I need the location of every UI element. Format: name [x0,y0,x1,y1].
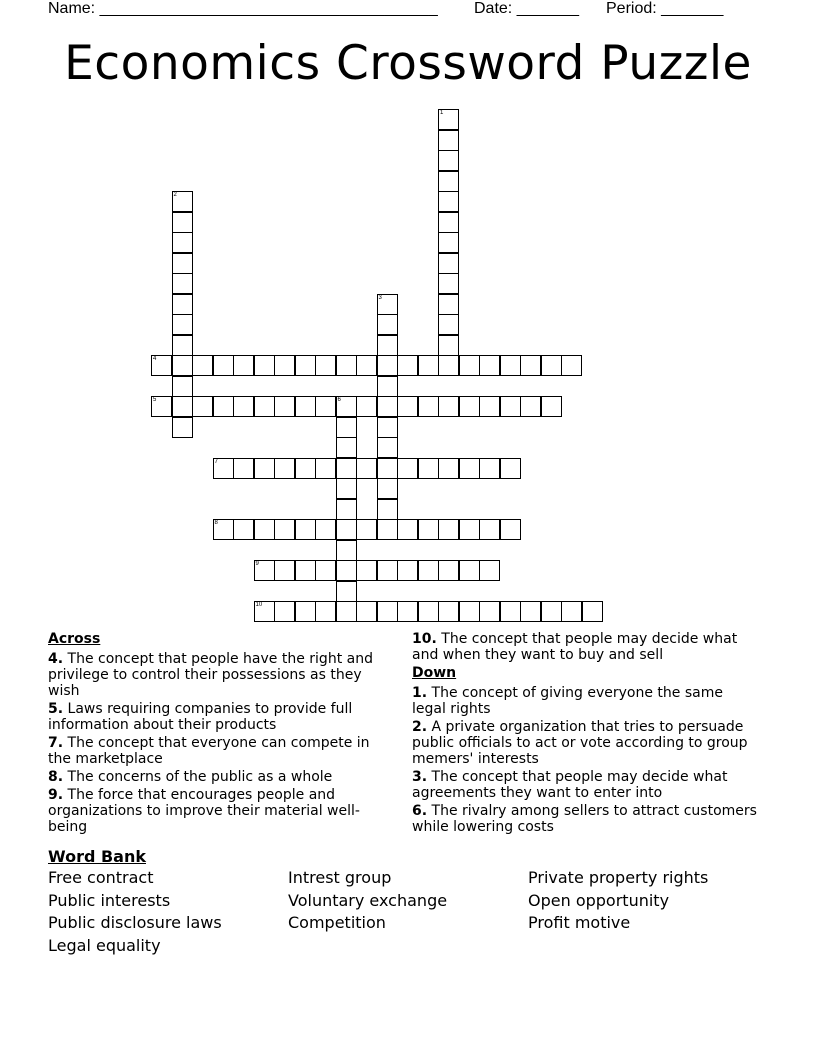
crossword-cell[interactable] [315,396,336,417]
crossword-cell[interactable] [336,499,357,520]
clue-text: The concept of giving everyone the same legal rights [412,685,723,717]
crossword-cell[interactable] [418,519,439,540]
crossword-cell[interactable] [295,458,316,479]
clue-number: 7 [214,458,218,465]
clue-number: 9 [255,561,259,567]
crossword-cell[interactable] [233,396,254,417]
word-bank-item: Intrest group [288,868,392,887]
crossword-cell[interactable] [500,601,521,622]
word-bank-item: Legal equality [48,936,161,956]
across-clue [48,701,393,733]
across-heading: Across [48,631,101,647]
crossword-cell[interactable] [418,601,439,622]
clue-number-label: 10. [412,631,437,647]
crossword-cell[interactable] [172,232,193,253]
crossword-cell[interactable] [397,458,418,479]
crossword-cell[interactable] [213,355,234,376]
crossword-cell[interactable] [520,396,541,417]
crossword-cell[interactable] [356,519,377,540]
crossword-cell[interactable] [233,458,254,479]
down-heading: Down [412,665,457,681]
crossword-cell[interactable] [438,109,459,130]
period-field-label: Period: _______ [606,0,724,17]
crossword-cell[interactable] [336,478,357,499]
word-bank-item: Profit motive [528,913,631,933]
crossword-cell[interactable] [459,396,480,417]
crossword-cell[interactable] [336,581,357,602]
crossword-cell[interactable] [356,601,377,622]
word-bank-heading: Word Bank [48,847,147,866]
crossword-cell[interactable] [438,171,459,192]
clue-text: The concept that people have the right and privilege to control their possessions as they wish [48,651,373,699]
crossword-cell[interactable] [356,458,377,479]
crossword-cell[interactable] [459,560,480,581]
crossword-cell[interactable] [438,232,459,253]
crossword-cell[interactable] [561,601,582,622]
clue-text: Laws requiring companies to provide full information about their products [48,701,353,733]
crossword-cell[interactable] [459,601,480,622]
crossword-cell[interactable] [500,458,521,479]
right-clue-column [412,631,757,837]
crossword-cell[interactable] [377,560,398,581]
crossword-cell[interactable] [438,294,459,315]
crossword-cell[interactable] [377,519,398,540]
crossword-cell[interactable] [315,355,336,376]
crossword-cell[interactable] [336,540,357,561]
crossword-cell[interactable] [541,355,562,376]
crossword-cell[interactable] [172,212,193,233]
crossword-cell[interactable] [438,273,459,294]
crossword-cell[interactable] [336,437,357,458]
crossword-cell[interactable] [438,560,459,581]
crossword-cell[interactable] [479,396,500,417]
crossword-cell[interactable] [295,519,316,540]
down-clue [412,719,757,767]
crossword-cell[interactable] [336,560,357,581]
crossword-cell[interactable] [172,191,193,212]
crossword-cell[interactable] [274,560,295,581]
crossword-cell[interactable] [315,519,336,540]
clue-text: A private organization that tries to persuade public officials to act or vote according to group memers' interests [412,719,748,767]
crossword-cell[interactable] [274,396,295,417]
crossword-cell[interactable] [479,560,500,581]
crossword-cell[interactable] [377,314,398,335]
crossword-cell[interactable] [336,355,357,376]
crossword-cell[interactable] [172,314,193,335]
crossword-cell[interactable] [315,458,336,479]
crossword-cell[interactable] [377,499,398,520]
crossword-cell[interactable] [438,191,459,212]
across-clue [48,787,393,835]
crossword-cell[interactable] [213,458,234,479]
crossword-cell[interactable] [172,273,193,294]
crossword-cell[interactable] [438,601,459,622]
crossword-cell[interactable] [541,601,562,622]
crossword-cell[interactable] [213,396,234,417]
down-clue [412,803,757,835]
crossword-cell[interactable] [438,253,459,274]
crossword-cell[interactable] [377,417,398,438]
crossword-cell[interactable] [254,396,275,417]
clue-number-label: 8. [48,769,64,785]
word-bank-item: Competition [288,913,386,933]
crossword-cell[interactable] [356,355,377,376]
crossword-cell[interactable] [500,519,521,540]
crossword-cell[interactable] [438,150,459,171]
crossword-cell[interactable] [192,396,213,417]
clue-number: 1 [440,110,444,116]
crossword-cell[interactable] [438,130,459,151]
clue-number-label: 9. [48,787,64,803]
crossword-cell[interactable] [377,458,398,479]
crossword-cell[interactable] [172,335,193,356]
clue-text: The force that encourages people and organizations to improve their material well-being [48,787,360,835]
crossword-cell[interactable] [336,396,357,417]
crossword-cell[interactable] [233,355,254,376]
across-clue [412,631,757,663]
crossword-cell[interactable] [295,396,316,417]
crossword-cell[interactable] [397,396,418,417]
date-field-label: Date: _______ [474,0,579,17]
crossword-cell[interactable] [397,560,418,581]
down-clue [412,769,757,801]
crossword-cell[interactable] [315,560,336,581]
clue-text: The concept that people may decide what agreements they want to enter into [412,769,728,801]
clue-number-label: 5. [48,701,64,717]
crossword-cell[interactable] [479,601,500,622]
crossword-cell[interactable] [459,519,480,540]
down-clue [412,685,757,717]
crossword-cell[interactable] [356,396,377,417]
clue-number-label: 6. [412,803,428,819]
page-title: Economics Crossword Puzzle [64,36,752,91]
crossword-cell[interactable] [418,355,439,376]
crossword-cell[interactable] [172,417,193,438]
crossword-cell[interactable] [172,355,193,376]
crossword-cell[interactable] [438,519,459,540]
word-bank-item: Private property rights [528,868,709,887]
crossword-cell[interactable] [377,376,398,397]
crossword-cell[interactable] [274,519,295,540]
crossword-cell[interactable] [397,601,418,622]
crossword-cell[interactable] [438,212,459,233]
crossword-cell[interactable] [479,458,500,479]
crossword-cell[interactable] [377,478,398,499]
crossword-cell[interactable] [192,355,213,376]
crossword-cell[interactable] [438,335,459,356]
crossword-cell[interactable] [418,458,439,479]
word-bank-item: Voluntary exchange [288,890,448,910]
clue-number-label: 1. [412,685,428,701]
crossword-cell[interactable] [254,601,275,622]
across-clue [48,769,393,785]
crossword-cell[interactable] [151,355,172,376]
crossword-cell[interactable] [274,355,295,376]
crossword-cell[interactable] [438,458,459,479]
crossword-cell[interactable] [377,601,398,622]
crossword-cell[interactable] [438,396,459,417]
crossword-cell[interactable] [459,458,480,479]
clue-text: The concerns of the public as a whole [63,769,333,785]
crossword-cell[interactable] [172,396,193,417]
crossword-cell[interactable] [315,601,336,622]
clue-number-label: 4. [48,651,64,667]
across-clues [48,631,393,837]
clue-number: 8 [214,520,218,526]
crossword-cell[interactable] [377,355,398,376]
crossword-cell[interactable] [479,355,500,376]
crossword-cell[interactable] [479,519,500,540]
crossword-cell[interactable] [336,417,357,438]
clue-number-label: 7. [48,735,64,751]
clue-text: The concept that everyone can compete in the marketplace [48,735,370,767]
crossword-cell[interactable] [336,601,357,622]
crossword-cell[interactable] [172,294,193,315]
clue-text: The concept that people may decide what and when they want to buy and sell [412,631,738,663]
clue-number: 3 [378,294,382,301]
crossword-cell[interactable] [377,335,398,356]
clue-number-label: 2. [412,719,428,735]
crossword-cell[interactable] [274,458,295,479]
clue-number: 6 [337,397,341,403]
crossword-cell[interactable] [397,519,418,540]
crossword-cell[interactable] [541,396,562,417]
crossword-cell[interactable] [213,519,234,540]
crossword-cell[interactable] [172,376,193,397]
crossword-cell[interactable] [418,560,439,581]
word-bank-item: Public disclosure laws [48,913,222,933]
crossword-cell[interactable] [254,458,275,479]
crossword-cell[interactable] [151,396,172,417]
crossword-cell[interactable] [582,601,603,622]
crossword-cell[interactable] [459,355,480,376]
word-bank-item: Free contract [48,868,154,887]
crossword-cell[interactable] [336,458,357,479]
name-field-label: Name: ______________________________________ [48,0,438,17]
crossword-cell[interactable] [295,601,316,622]
clue-text: The rivalry among sellers to attract customers while lowering costs [412,803,757,835]
crossword-cell[interactable] [520,601,541,622]
crossword-cell[interactable] [254,560,275,581]
clue-number: 4 [153,356,157,362]
crossword-cell[interactable] [561,355,582,376]
crossword-cell[interactable] [295,560,316,581]
word-bank-item: Public interests [48,890,171,910]
clue-number: 5 [153,397,157,403]
across-clue [48,735,393,767]
crossword-cell[interactable] [336,519,357,540]
word-bank-item: Open opportunity [528,890,670,910]
crossword-cell[interactable] [254,519,275,540]
crossword-cell[interactable] [356,560,377,581]
crossword-cell[interactable] [397,355,418,376]
crossword-cell[interactable] [295,355,316,376]
crossword-cell[interactable] [500,396,521,417]
crossword-cell[interactable] [172,253,193,274]
crossword-cell[interactable] [377,437,398,458]
clue-number-label: 3. [412,769,428,785]
crossword-cell[interactable] [377,396,398,417]
clue-number: 10 [255,602,263,608]
crossword-cell[interactable] [254,355,275,376]
crossword-cell[interactable] [438,355,459,376]
crossword-cell[interactable] [233,519,254,540]
crossword-cell[interactable] [418,396,439,417]
crossword-cell[interactable] [377,294,398,315]
clue-number: 2 [173,192,177,198]
crossword-cell[interactable] [438,314,459,335]
crossword-cell[interactable] [274,601,295,622]
across-clue [48,651,393,699]
crossword-cell[interactable] [520,355,541,376]
crossword-cell[interactable] [500,355,521,376]
